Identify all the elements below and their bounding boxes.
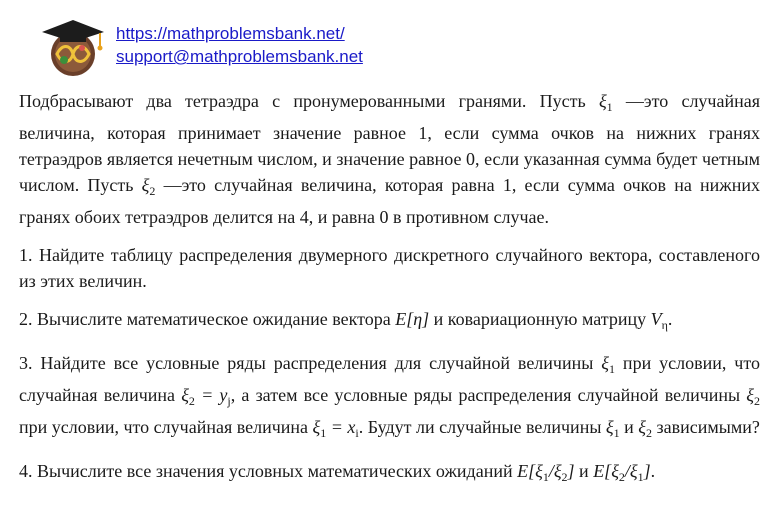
support-email-link[interactable]: support@mathproblemsbank.net: [116, 47, 363, 66]
xi1-symbol: $\xi_1$: [601, 353, 615, 376]
task3-text-2: при условии, что случайная величина: [19, 353, 760, 405]
header-links: [116, 22, 363, 68]
task3-text-3: , а затем все условные ряды распределения случайной величины: [230, 385, 747, 405]
cond-expectation-2-formula: $E[\xi_2/\xi_1]$: [593, 461, 651, 484]
cond-expectation-1-formula: $E[\xi_1/\xi_2]$: [517, 461, 575, 484]
xi2-symbol: $\xi_2$: [638, 417, 652, 440]
task-1: 1. Найдите таблицу распределения двумерного дискретного случайного вектора, составленого из этих величин.: [19, 245, 760, 291]
expectation-formula: E[η]: [395, 309, 430, 329]
task2-text-2: и ковариационную матрицу: [429, 309, 651, 329]
task-2: 2. Вычислите математическое ожидание вектора E[η] и ковариационную матрицу $V_\eta$.: [19, 309, 673, 332]
task3-text-6: и: [619, 417, 639, 437]
task3-text-5: . Будут ли случайные величины: [358, 417, 606, 437]
problem-intro: [19, 88, 760, 230]
task-3: [19, 350, 760, 446]
task3-text-1: 3. Найдите все условные ряды распределения для случайной величины: [19, 353, 602, 373]
graduation-cap-logo-icon: [40, 14, 106, 80]
task-4: 4. Вычислите все значения условных математических ожиданий $E[\xi_1/\xi_2]$ и $E[\xi_2/\xi_1]$.: [19, 461, 656, 484]
problem-text: [19, 88, 760, 502]
xi1-symbol: $\xi_1$: [598, 91, 613, 114]
intro-text-2: —это случайная величина, которая принимает значение равное 1, если сумма очков на нижних гранях тетраэдров является нечетным числом, и значение равное 0, если указанная сумма будет четным числом. Пусть: [19, 91, 760, 195]
task3-text-4: при условии, что случайная величина: [19, 417, 313, 437]
covariance-formula: $V_\eta$: [650, 309, 668, 332]
task4-text-2: и: [574, 461, 594, 481]
intro-text-1: Подбрасывают два тетраэдра с пронумерованными гранями. Пусть: [19, 91, 599, 111]
header: [40, 12, 740, 82]
condition-xi1-formula: $\xi_1 = x_i$: [312, 417, 359, 440]
site-link[interactable]: https://mathproblemsbank.net/: [116, 24, 345, 43]
xi1-symbol: $\xi_1$: [605, 417, 620, 440]
xi2-symbol: $\xi_2$: [746, 385, 761, 408]
condition-xi2-formula: $\xi_2 = y_j$: [181, 385, 231, 408]
task3-text-7: зависимыми?: [652, 417, 760, 437]
xi2-symbol: $\xi_2$: [141, 175, 156, 198]
intro-text-3: —это случайная величина, которая равна 1, если сумма очков на нижних гранях обоих тетраэдров делится на 4, и равна 0 в противном случае.: [19, 175, 760, 227]
task4-text-1: 4. Вычислите все значения условных математических ожиданий: [19, 461, 518, 481]
task2-text-1: 2. Вычислите математическое ожидание вектора: [19, 309, 396, 329]
